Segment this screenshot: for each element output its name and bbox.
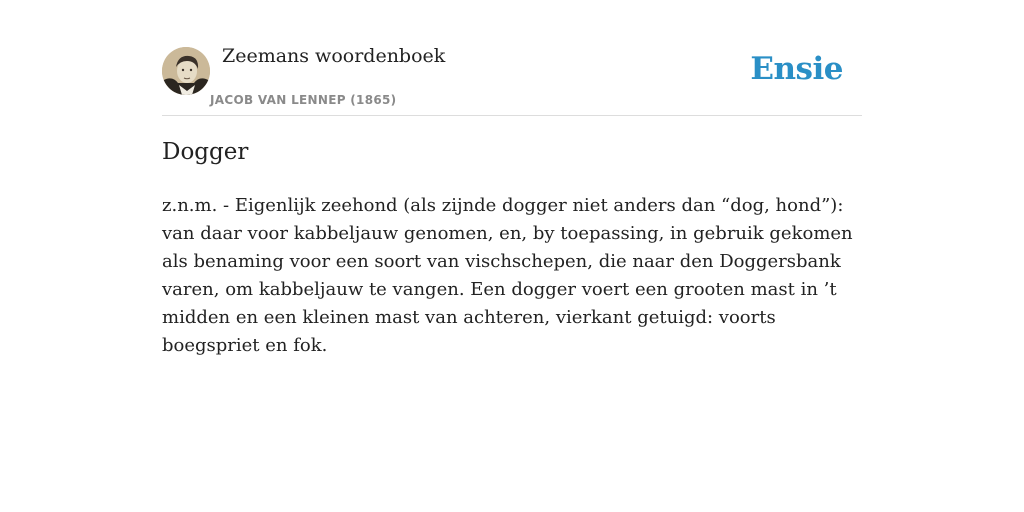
author-portrait-icon [162, 47, 210, 95]
site-header [162, 40, 862, 116]
ensie-logo[interactable]: Ensie [750, 51, 843, 87]
entry-headword: Dogger [162, 139, 249, 165]
author-name: JACOB VAN LENNEP (1865) [210, 93, 397, 107]
book-title-link[interactable]: Zeemans woordenboek [222, 45, 446, 67]
entry-definition: z.n.m. - Eigenlijk zeehond (als zijnde dogger niet anders dan “dog, hond”): van daar voor kabbeljauw genomen, en, by toepassing, in gebruik gekomen als benaming voor een soort van vischschepen, die naar den Doggersbank varen, om kabbeljauw te vangen. Een dogger voert een grooten mast in ’t midden en een kleinen mast van achteren, vierkant getuigd: voorts boegspriet en fok. [162, 195, 853, 356]
author-avatar[interactable] [162, 47, 210, 95]
